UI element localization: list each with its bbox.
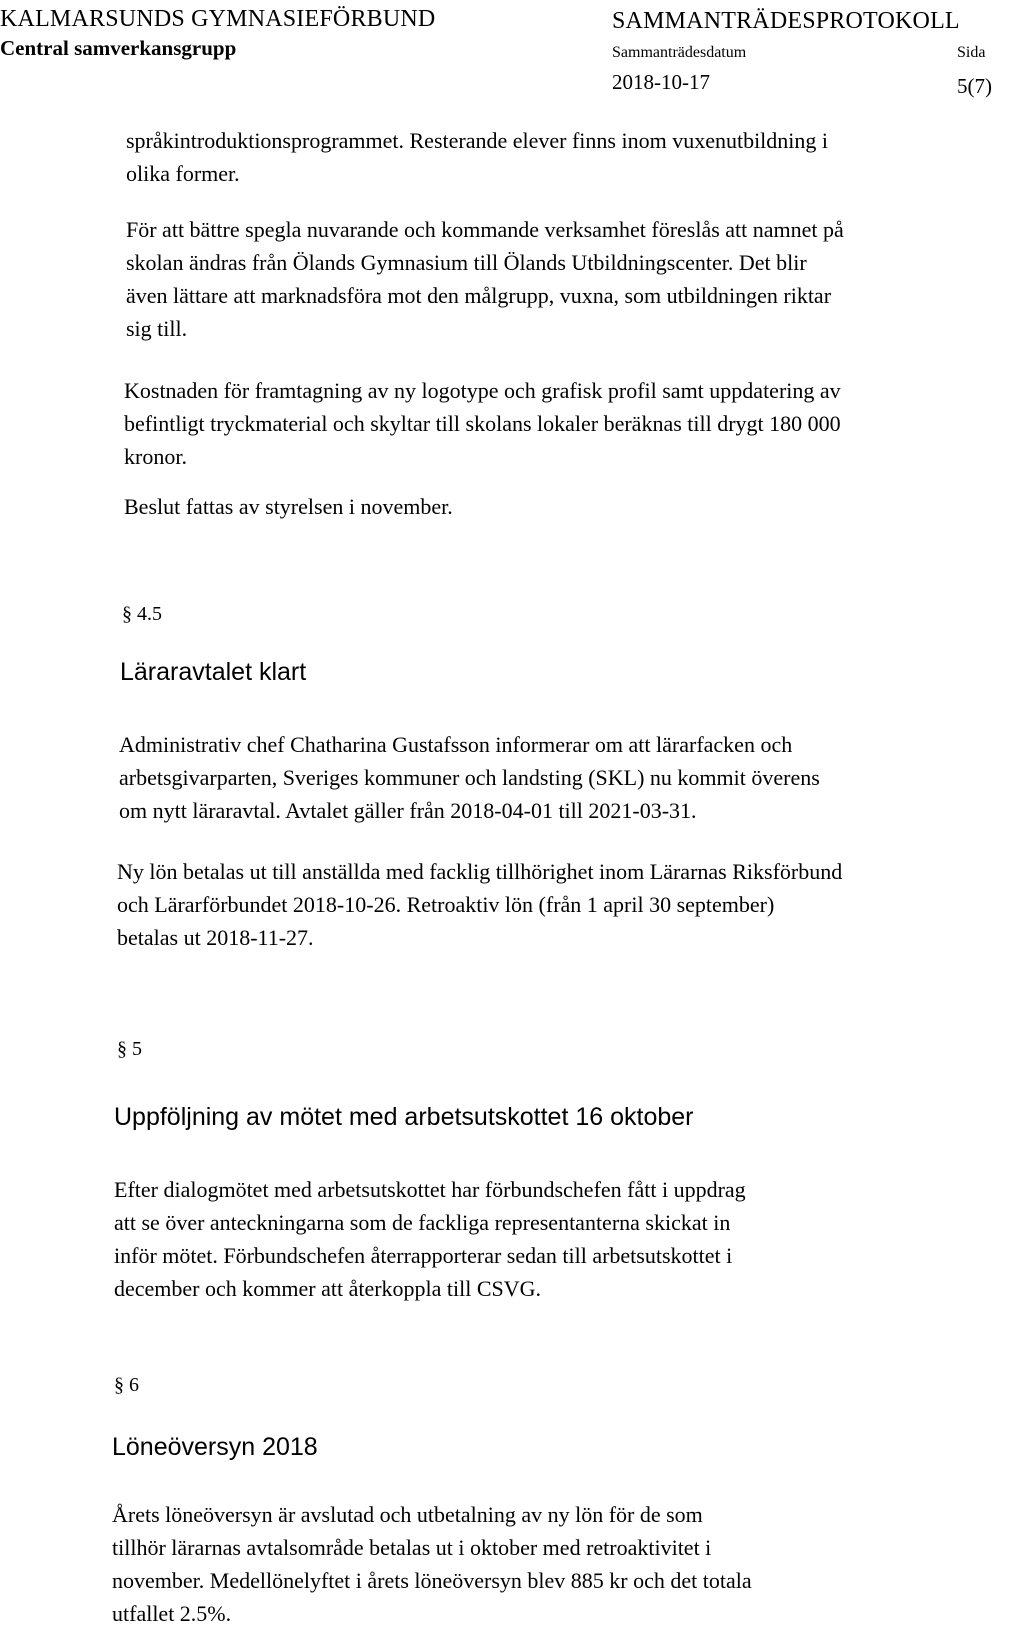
section-paragraph (119, 728, 820, 827)
text-line: tillhör lärarnas avtalsområde betalas ut i oktober med retroaktivitet i (112, 1535, 712, 1560)
page-number: 5(7) (957, 74, 992, 98)
text-line: om nytt läraravtal. Avtalet gäller från 2018-04-01 till 2021-03-31. (119, 798, 697, 823)
page-label: Sida (957, 44, 986, 61)
section-heading: Löneöversyn 2018 (112, 1433, 318, 1461)
intro-paragraph (126, 124, 828, 190)
name-change-paragraph (126, 213, 844, 345)
text-line: december och kommer att återkoppla till CSVG. (114, 1276, 542, 1301)
text-line: inför mötet. Förbundschefen återrapporterar sedan till arbetsutskottet i (114, 1243, 733, 1268)
text-line: sig till. (126, 316, 188, 341)
text-line: betalas ut 2018-11-27. (117, 925, 314, 950)
text-line: arbetsgivarparten, Sveriges kommuner och landsting (SKL) nu kommit överens (119, 765, 820, 790)
text-line: språkintroduktionsprogrammet. Resterande elever finns inom vuxenutbildning i (126, 128, 829, 153)
cost-paragraph (124, 374, 841, 473)
text-line: Ny lön betalas ut till anställda med facklig tillhörighet inom Lärarnas Riksförbund (117, 859, 843, 884)
organization-name: KALMARSUNDS GYMNASIEFÖRBUND (0, 6, 436, 32)
text-line: november. Medellönelyftet i årets löneöversyn blev 885 kr och det totala (112, 1568, 752, 1593)
section-paragraph (114, 1173, 746, 1305)
section-heading: Läraravtalet klart (120, 658, 307, 686)
text-line: och Lärarförbundet 2018-10-26. Retroaktiv lön (från 1 april 30 september) (117, 892, 775, 917)
section-paragraph (112, 1498, 752, 1630)
text-line: kronor. (124, 444, 187, 469)
text-line: För att bättre spegla nuvarande och kommande verksamhet föreslås att namnet på (126, 217, 844, 242)
text-line: Årets löneöversyn är avslutad och utbetalning av ny lön för de som (112, 1502, 703, 1527)
section-number: § 5 (117, 1038, 142, 1060)
meeting-date: 2018-10-17 (612, 70, 710, 94)
text-line: skolan ändras från Ölands Gymnasium till Ölands Utbildningscenter. Det blir (126, 250, 807, 275)
text-line: även lättare att marknadsföra mot den målgrupp, vuxna, som utbildningen riktar (126, 283, 832, 308)
text-line: att se över anteckningarna som de fackliga representanterna skickat in (114, 1210, 731, 1235)
text-line: Efter dialogmötet med arbetsutskottet har förbundschefen fått i uppdrag (114, 1177, 746, 1202)
text-line: utfallet 2.5%. (112, 1601, 232, 1626)
decision-paragraph: Beslut fattas av styrelsen i november. (124, 494, 453, 519)
section-number: § 4.5 (122, 603, 162, 625)
section-number: § 6 (114, 1374, 139, 1396)
text-line: Administrativ chef Chatharina Gustafsson informerar om att lärarfacken och (119, 732, 793, 757)
group-name: Central samverkansgrupp (0, 36, 237, 60)
section-heading: Uppföljning av mötet med arbetsutskottet 16 oktober (114, 1103, 694, 1131)
text-line: befintligt tryckmaterial och skyltar till skolans lokaler beräknas till drygt 180 000 (124, 411, 841, 436)
text-line: Kostnaden för framtagning av ny logotype och grafisk profil samt uppdatering av (124, 378, 841, 403)
section-paragraph (117, 855, 842, 954)
document-type: SAMMANTRÄDESPROTOKOLL (612, 8, 960, 34)
date-label: Sammanträdesdatum (612, 44, 747, 61)
text-line: olika former. (126, 161, 240, 186)
